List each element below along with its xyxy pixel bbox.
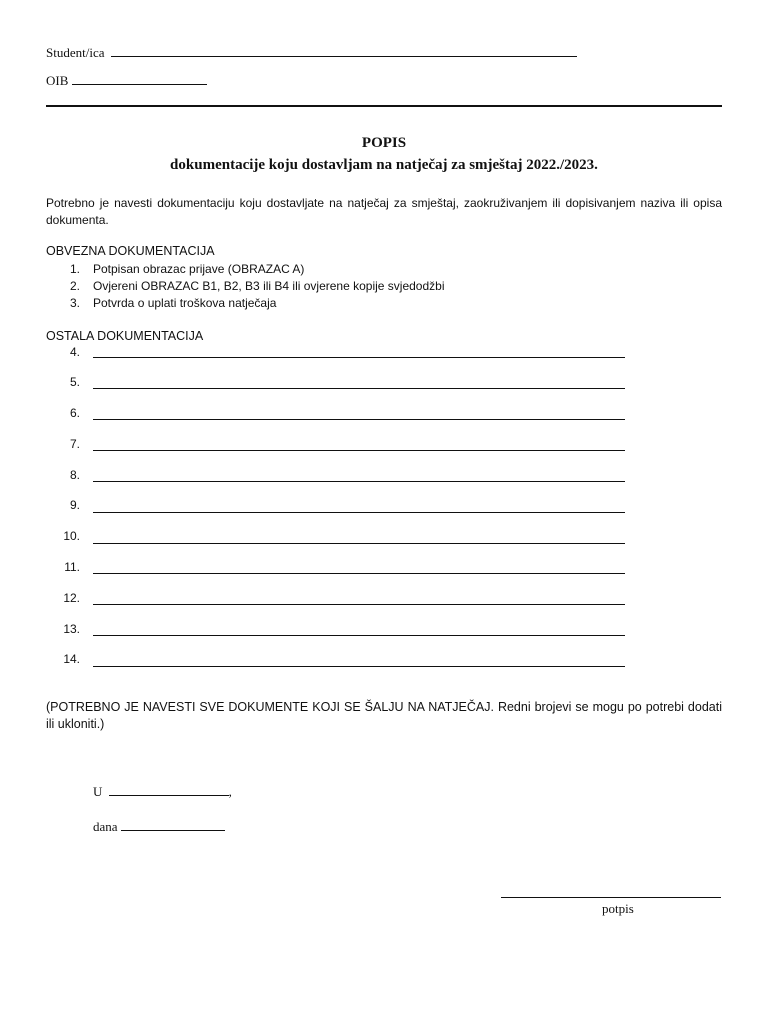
mandatory-heading: OBVEZNA DOKUMENTACIJA <box>46 244 215 258</box>
blank-entry-line[interactable] <box>93 450 625 451</box>
blank-entry-number: 12. <box>63 591 80 605</box>
oib-label: OIB <box>46 73 69 88</box>
signature-label: potpis <box>602 901 634 916</box>
place-field <box>93 783 232 800</box>
student-name-blank[interactable] <box>111 44 577 57</box>
other-heading: OSTALA DOKUMENTACIJA <box>46 329 204 343</box>
signature-line[interactable] <box>501 897 721 898</box>
place-label: U <box>93 784 103 799</box>
blank-entry-line[interactable] <box>93 512 625 513</box>
intro-paragraph: Potrebno je navesti dokumentaciju koju dostavljate na natječaj za smještaj, zaokruživanjem ili dopisivanjem naziva ili opisa dokumenta. <box>46 196 722 227</box>
blank-entry-line[interactable] <box>93 388 625 389</box>
blank-entry-number: 9. <box>69 498 80 512</box>
page-subtitle: dokumentacije koju dostavljam na natječaj za smještaj 2022./2023. <box>170 157 598 173</box>
blank-entry-number: 8. <box>69 468 80 482</box>
note-paragraph: (POTREBNO JE NAVESTI SVE DOKUMENTE KOJI SE ŠALJU NA NATJEČAJ. Redni brojevi se mogu po potrebi dodati ili ukloniti.) <box>46 700 722 731</box>
place-blank[interactable] <box>109 783 229 796</box>
list-item-text: Ovjereni OBRAZAC B1, B2, B3 ili B4 ili ovjerene kopije svjedodžbi <box>93 279 445 293</box>
date-label: dana <box>93 819 118 834</box>
list-item-number: 1. <box>69 262 80 276</box>
blank-entry-number: 13. <box>63 622 80 636</box>
date-blank[interactable] <box>121 818 225 831</box>
oib-blank[interactable] <box>72 72 207 85</box>
list-item-text: Potvrda o uplati troškova natječaja <box>93 296 277 310</box>
blank-entry-line[interactable] <box>93 357 625 358</box>
header-divider <box>46 105 722 107</box>
blank-entry-line[interactable] <box>93 481 625 482</box>
blank-entry-number: 11. <box>64 560 80 574</box>
blank-entry-line[interactable] <box>93 635 625 636</box>
blank-entry-line[interactable] <box>93 419 625 420</box>
blank-entry-line[interactable] <box>93 573 625 574</box>
blank-entry-number: 7. <box>69 437 80 451</box>
place-comma: , <box>228 784 232 799</box>
blank-entry-number: 10. <box>63 529 80 543</box>
list-item-text: Potpisan obrazac prijave (OBRAZAC A) <box>93 262 305 276</box>
blank-entry-line[interactable] <box>93 543 625 544</box>
student-label: Student/ica <box>46 45 105 60</box>
oib-field <box>46 72 207 89</box>
student-field <box>46 44 577 61</box>
date-field <box>93 818 225 835</box>
blank-entry-number: 5. <box>69 375 80 389</box>
blank-entry-number: 14. <box>63 652 80 666</box>
page-title: POPIS <box>361 135 407 151</box>
blank-entry-line[interactable] <box>93 666 625 667</box>
blank-entry-number: 4. <box>69 345 80 359</box>
list-item-number: 2. <box>69 279 80 293</box>
blank-entry-number: 6. <box>69 406 80 420</box>
list-item-number: 3. <box>69 296 80 310</box>
blank-entry-line[interactable] <box>93 604 625 605</box>
